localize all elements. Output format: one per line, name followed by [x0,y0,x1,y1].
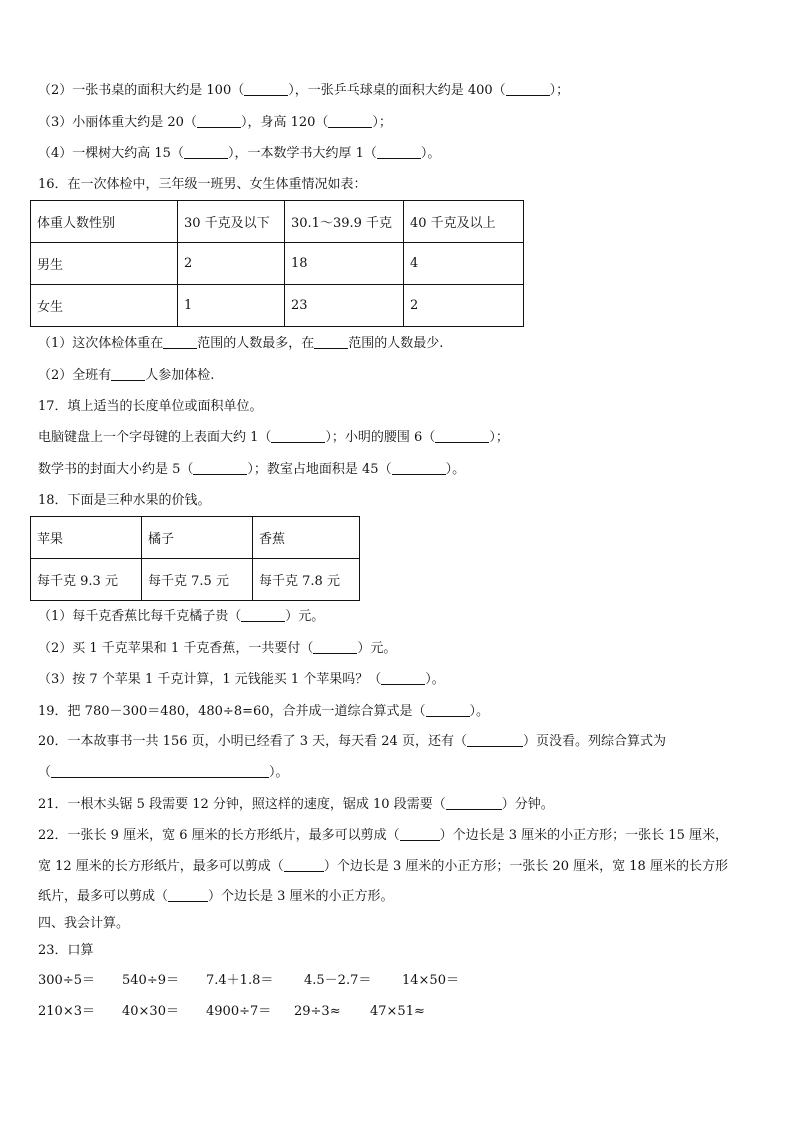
table-cell: 18 [285,243,404,285]
table-header-cell: 40 千克及以上 [404,201,524,243]
calc-item: 47×51≈ [370,1004,425,1019]
q15-line-3: （3）小丽体重大约是 20（ ），身高 120（ ）； [38,115,392,130]
q22-line-1: 22．一张长 9 厘米，宽 6 厘米的长方形纸片，最多可以剪成（ ）个边长是 3 厘米的小正方形；一张长 15 厘米， [38,828,728,843]
table-row [31,285,524,327]
answer-blank[interactable] [241,609,285,622]
q18-title: 18．下面是三种水果的价钱。 [38,493,211,508]
table-header-cell: 30 千克及以下 [178,201,285,243]
q17-line-2: 数学书的封面大小约是 5（ ）；教室占地面积是 45（ ）。 [38,462,466,477]
answer-blank[interactable] [111,368,145,381]
answer-blank[interactable] [313,641,357,654]
table-row [31,243,524,285]
table-cell: 2 [178,243,285,285]
q17-line-1: 电脑键盘上一个字母键的上表面大约 1（ ）；小明的腰围 6（ ）； [38,430,509,445]
weight-table [30,200,524,327]
answer-blank[interactable] [193,462,247,475]
table-cell: 每千克 7.5 元 [142,559,253,601]
answer-blank[interactable] [168,889,208,902]
answer-blank[interactable] [400,828,440,841]
calc-item: 4900÷7＝ [206,1004,272,1019]
q15-line-4: （4）一棵树大约高 15（ ），一本数学书大约厚 1（ ）。 [38,146,441,161]
answer-blank[interactable] [467,734,523,747]
table-cell: 1 [178,285,285,327]
answer-blank[interactable] [328,115,372,128]
table-header-cell: 橘子 [142,517,253,559]
answer-blank[interactable] [51,765,269,778]
answer-blank[interactable] [446,797,502,810]
q18-sub-3: （3）按 7 个苹果 1 千克计算，1 元钱能买 1 个苹果吗？（ ）。 [38,672,445,687]
answer-blank[interactable] [163,336,197,349]
answer-blank[interactable] [244,83,288,96]
q23-title: 23．口算 [38,943,94,958]
q22-line-2: 宽 12 厘米的长方形纸片，最多可以剪成（ ）个边长是 3 厘米的小正方形；一张长 20 厘米，宽 18 厘米的长方形 [38,859,728,874]
calc-item: 14×50＝ [402,973,459,988]
answer-blank[interactable] [184,146,228,159]
table-cell: 4 [404,243,524,285]
q21: 21．一根木头锯 5 段需要 12 分钟，照这样的速度，锯成 10 段需要（ ）分钟。 [38,797,554,812]
table-cell: 女生 [31,285,178,327]
q22-line-3: 纸片，最多可以剪成（ ）个边长是 3 厘米的小正方形。 [38,889,394,904]
calc-item: 29÷3≈ [294,1004,341,1019]
q16-sub-2: （2）全班有 人参加体检. [38,368,215,383]
q19: 19．把 780－300＝480，480÷8=60，合并成一道综合算式是（ ）。 [38,704,490,719]
table-cell: 每千克 7.8 元 [253,559,360,601]
table-cell: 每千克 9.3 元 [31,559,142,601]
q16-sub-1: （1）这次体检体重在 范围的人数最多，在 范围的人数最少. [38,336,444,351]
answer-blank[interactable] [197,115,241,128]
q18-sub-1: （1）每千克香蕉比每千克橘子贵（ ）元。 [38,609,325,624]
answer-blank[interactable] [435,430,489,443]
q15-line-2: （2）一张书桌的面积大约是 100（ ），一张乒乓球桌的面积大约是 400（ ）； [38,83,570,98]
answer-blank[interactable] [506,83,550,96]
table-row [31,559,360,601]
calc-item: 4.5－2.7＝ [304,973,372,988]
table-header-cell: 体重人数性别 [31,201,178,243]
table-cell: 23 [285,285,404,327]
calc-item: 300÷5＝ [38,973,95,988]
answer-blank[interactable] [284,859,324,872]
answer-blank[interactable] [392,462,446,475]
calc-item: 7.4＋1.8＝ [206,973,274,988]
q20-line-2: （ ）。 [38,765,289,780]
table-cell: 2 [404,285,524,327]
table-header-cell: 香蕉 [253,517,360,559]
answer-blank[interactable] [314,336,348,349]
q18-sub-2: （2）买 1 千克苹果和 1 千克香蕉，一共要付（ ）元。 [38,641,397,656]
answer-blank[interactable] [426,704,470,717]
q20-line-1: 20．一本故事书一共 156 页，小明已经看了 3 天，每天看 24 页，还有（ ）页没看。列综合算式为 [38,734,666,749]
section-title: 四、我会计算。 [38,916,130,931]
oral-calc-row-1 [38,972,538,990]
calc-item: 540÷9＝ [122,973,179,988]
table-header-cell: 苹果 [31,517,142,559]
fruit-price-table [30,516,360,601]
answer-blank[interactable] [377,146,421,159]
table-header-cell: 30.1～39.9 千克 [285,201,404,243]
answer-blank[interactable] [271,430,325,443]
q17-title: 17．填上适当的长度单位或面积单位。 [38,399,263,414]
answer-blank[interactable] [381,672,425,685]
calc-item: 210×3＝ [38,1004,95,1019]
table-cell: 男生 [31,243,178,285]
oral-calc-row-2 [38,1003,538,1021]
calc-item: 40×30＝ [122,1004,179,1019]
q16-title: 16．在一次体检中，三年级一班男、女生体重情况如表： [38,177,367,192]
